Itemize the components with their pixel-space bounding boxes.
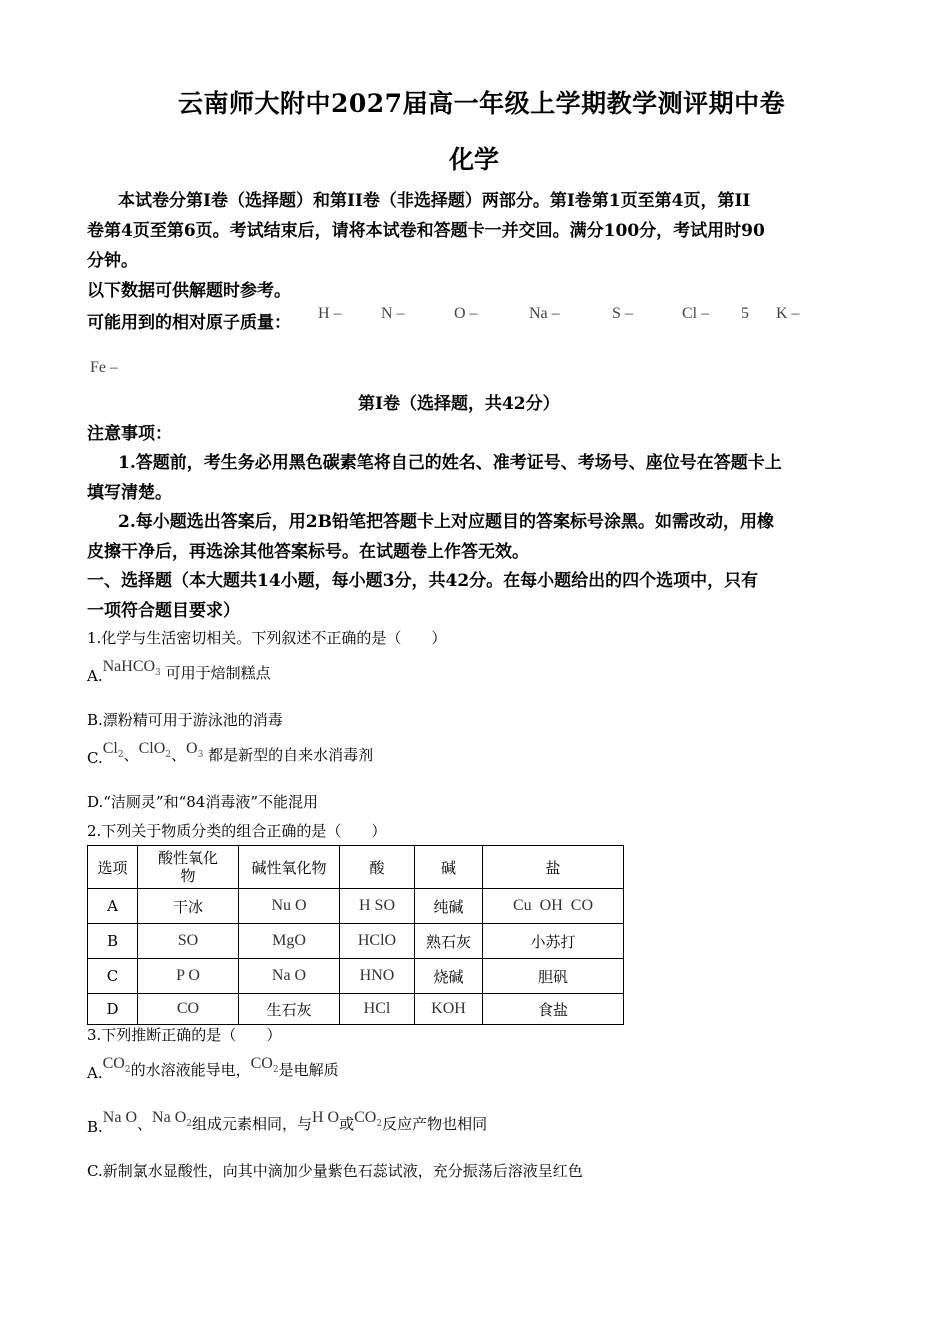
table-row (88, 889, 624, 924)
table-row (88, 994, 624, 1025)
table-cell: 烧碱 (415, 959, 483, 994)
table-cell: MgO (239, 924, 340, 959)
section-heading-line-2: 一项符合题目要求） (87, 601, 240, 621)
q1-option-d: D.“洁厕灵”和“84消毒液”不能混用 (87, 793, 319, 811)
table-cell: 食盐 (483, 994, 624, 1025)
notice-title: 注意事项： (87, 424, 172, 444)
q1-stem: 1.化学与生活密切相关。下列叙述不正确的是（ ） (87, 629, 447, 647)
option-letter: C. (87, 749, 103, 767)
mass-cl: Cl – (682, 305, 710, 322)
q3-option-b: B.Na O、Na $O_2$组成元素相同，与H O或$CO_2$反应产物也相同 (87, 1109, 488, 1136)
mass-fe: Fe – (90, 359, 118, 376)
table-cell: 小苏打 (483, 924, 624, 959)
header-cell: 碱 (415, 846, 483, 889)
subject-title: 化学 (449, 145, 500, 174)
q3-option-b-text-1: 组成元素相同，与 (191, 1115, 312, 1133)
header-cell: 酸性氧化物 (138, 846, 239, 889)
intro-line-3: 分钟。 (87, 251, 138, 271)
q3-option-c: C.新制氯水显酸性，向其中滴加少量紫色石蕊试液，充分振荡后溶液呈红色 (87, 1162, 583, 1180)
q3-option-a-text-1: 的水溶液能导电， (130, 1061, 251, 1079)
table-cell: HNO (340, 959, 415, 994)
q3-option-a: $A.CO_2$的水溶液能导电，$CO_2$是电解质 (87, 1055, 339, 1082)
table-cell: H SO (340, 889, 415, 924)
formula-o3: O (186, 740, 198, 757)
section-heading-line-1: 一、选择题（本大题共14小题，每小题3分，共42分。在每小题给出的四个选项中，只有 (87, 571, 759, 591)
notice-2-line-2: 皮擦干净后，再选涂其他答案标号。在试题卷上作答无效。 (87, 542, 529, 562)
separator: 、 (171, 746, 187, 764)
table-row (88, 924, 624, 959)
header-cell: 盐 (483, 846, 624, 889)
header-cell: 酸 (340, 846, 415, 889)
mass-na: Na – (529, 305, 560, 322)
mass-o: O – (454, 305, 478, 322)
formula-nahco3: NaHCO (102, 658, 156, 675)
table-cell: Cu OH CO (483, 889, 624, 924)
q2-stem: 2.下列关于物质分类的组合正确的是（ ） (87, 822, 387, 840)
formula-clo2: ClO (138, 740, 166, 757)
q1-option-a: A.NaHCO$_3$ 可用于焙制糕点 (87, 658, 271, 685)
intro-line-1: 本试卷分第I卷（选择题）和第II卷（非选择题）两部分。第I卷第1页至第4页，第II (118, 191, 751, 211)
table-cell: 纯碱 (415, 889, 483, 924)
atomic-mass-label: 可能用到的相对原子质量： (87, 313, 291, 333)
table-cell: CO (138, 994, 239, 1025)
table-cell: HCl (340, 994, 415, 1025)
option-letter: A. (87, 1064, 103, 1082)
notice-1-line-2: 填写清楚。 (87, 483, 172, 503)
table-cell: SO (138, 924, 239, 959)
q3-option-b-text-3: 反应产物也相同 (382, 1115, 488, 1133)
option-letter: A. (87, 667, 103, 685)
mass-n: N – (381, 305, 405, 322)
table-cell: 干冰 (138, 889, 239, 924)
table-cell: 胆矾 (483, 959, 624, 994)
table-cell: C (88, 959, 138, 994)
table-header-row (88, 846, 624, 889)
formula-na2o: Na O (102, 1109, 138, 1126)
table-cell: D (88, 994, 138, 1025)
table-cell: HClO (340, 924, 415, 959)
separator: 、 (123, 746, 139, 764)
table-cell: B (88, 924, 138, 959)
classification-table (87, 845, 624, 1025)
q1-option-a-text: 可用于焙制糕点 (165, 664, 271, 682)
mass-s: S – (612, 305, 633, 322)
formula-co2: CO (250, 1055, 273, 1072)
table-cell: P O (138, 959, 239, 994)
mass-k: K – (776, 305, 800, 322)
table-cell: Na O (239, 959, 340, 994)
mass-cl-fraction: 5 (741, 305, 749, 322)
formula-co2: CO (354, 1109, 377, 1126)
intro-line-2: 卷第4页至第6页。考试结束后，请将本试卷和答题卡一并交回。满分100分，考试用时90 (87, 221, 765, 241)
notice-1-line-1: 1.答题前，考生务必用黑色碳素笔将自己的姓名、准考证号、考场号、座位号在答题卡上 (118, 453, 782, 473)
q3-option-a-text-2: 是电解质 (278, 1061, 339, 1079)
separator: 、 (137, 1115, 153, 1133)
mass-h: H – (318, 305, 342, 322)
formula-co2: CO (102, 1055, 125, 1072)
header-cell: 碱性氧化物 (239, 846, 340, 889)
table-cell: Nu O (239, 889, 340, 924)
option-letter: B. (87, 1118, 103, 1136)
q3-option-b-text-2: 或 (339, 1115, 355, 1133)
q1-option-c: $C.Cl_2$、ClO$_2$、$O_3$ 都是新型的自来水消毒剂 (87, 740, 374, 767)
table-cell: 生石灰 (239, 994, 340, 1025)
formula-h2o: H O (312, 1109, 340, 1126)
reference-note: 以下数据可供解题时参考。 (87, 281, 291, 301)
exam-title: 云南师大附中2027届高一年级上学期教学测评期中卷 (178, 89, 786, 118)
part1-heading: 第I卷（选择题，共42分） (358, 394, 560, 414)
formula-cl2: Cl (102, 740, 118, 757)
table-cell: 熟石灰 (415, 924, 483, 959)
notice-2-line-1: 2.每小题选出答案后，用2B铅笔把答题卡上对应题目的答案标号涂黑。如需改动，用橡 (118, 512, 774, 532)
table-cell: KOH (415, 994, 483, 1025)
q3-stem: 3.下列推断正确的是（ ） (87, 1026, 282, 1044)
table-row (88, 959, 624, 994)
header-cell: 选项 (88, 846, 138, 889)
table-cell: A (88, 889, 138, 924)
q1-option-c-text: 都是新型的自来水消毒剂 (208, 746, 374, 764)
formula-na2o2: Na O (152, 1109, 187, 1126)
q1-option-b: B.漂粉精可用于游泳池的消毒 (87, 711, 283, 729)
